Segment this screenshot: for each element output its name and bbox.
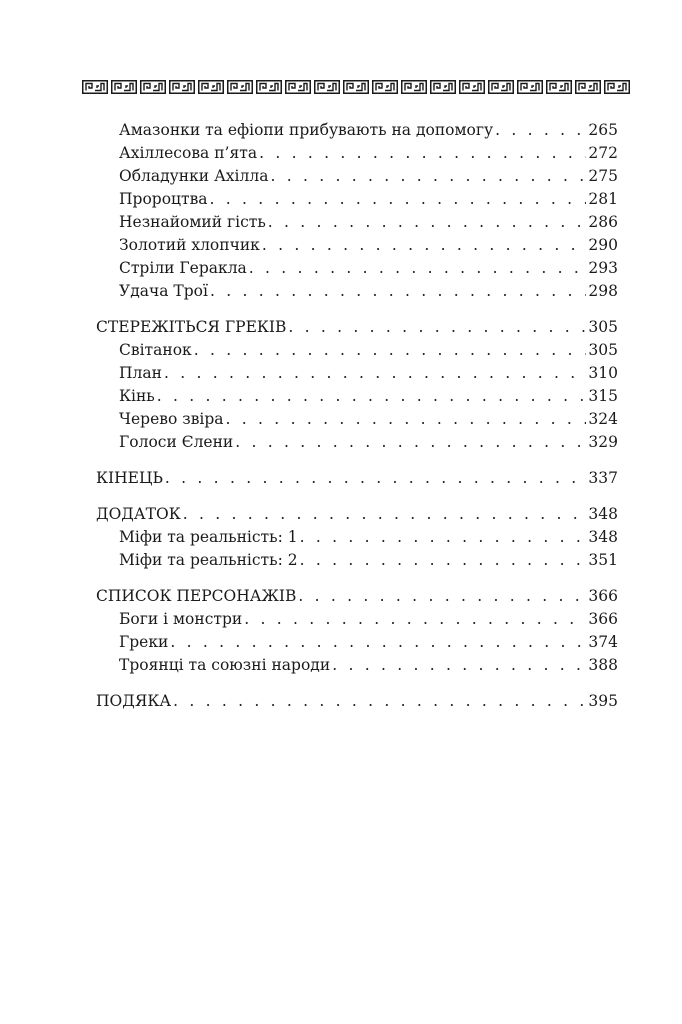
toc-entry-title: Удача Трої (119, 282, 208, 300)
toc-entry-page: 329 (588, 433, 618, 451)
toc-entry-title: План (119, 364, 162, 382)
toc-section-page: 305 (588, 318, 618, 336)
toc-entry-page: 298 (588, 282, 618, 300)
toc-entry[interactable] (96, 280, 618, 303)
toc-entry-page: 324 (588, 410, 618, 428)
dot-leader (165, 467, 586, 490)
toc-entry-title: Стріли Геракла (119, 259, 247, 277)
toc-section-characters[interactable] (96, 585, 618, 608)
toc-entry-title: Золотий хлопчик (119, 236, 260, 254)
toc-section-thanks[interactable] (96, 690, 618, 713)
toc-entry-page: 374 (588, 633, 618, 651)
toc-entry-title: Троянці та союзні народи (119, 656, 331, 674)
toc-entry[interactable] (96, 119, 618, 142)
dot-leader (173, 690, 586, 713)
toc-section-page: 395 (588, 692, 618, 710)
toc-section-title: ДОДАТОК (96, 505, 181, 523)
toc-entry-title: Міфи та реальність: 2 (119, 551, 298, 569)
toc-section-title: СТЕРЕЖІТЬСЯ ГРЕКІВ (96, 318, 287, 336)
toc-section-page: 337 (588, 469, 618, 487)
dot-leader (226, 408, 587, 431)
toc-entry-title: Кінь (119, 387, 155, 405)
toc-section-title: СПИСОК ПЕРСОНАЖІВ (96, 587, 297, 605)
dot-leader (270, 165, 586, 188)
greek-key-border-icon (82, 79, 630, 95)
toc-section-page: 348 (588, 505, 618, 523)
toc-entry-page: 315 (588, 387, 618, 405)
toc-entry-title: Голоси Єлени (119, 433, 234, 451)
toc-entry[interactable] (96, 142, 618, 165)
toc-entry[interactable] (96, 654, 618, 677)
toc-entry[interactable] (96, 165, 618, 188)
toc-entry-page: 388 (588, 656, 618, 674)
toc-entry-title: Світанок (119, 341, 192, 359)
toc-entry[interactable] (96, 234, 618, 257)
toc-section-title: КІНЕЦЬ (96, 469, 163, 487)
dot-leader (210, 188, 587, 211)
toc-entry[interactable] (96, 431, 618, 454)
dot-leader (164, 362, 586, 385)
table-of-contents (96, 119, 618, 713)
toc-entry[interactable] (96, 362, 618, 385)
dot-leader (300, 549, 587, 572)
toc-entry-page: 281 (588, 190, 618, 208)
toc-entry-page: 272 (588, 144, 618, 162)
toc-section-title: ПОДЯКА (96, 692, 172, 710)
toc-entry-title: Амазонки та ефіопи прибувають на допомогу (119, 121, 494, 139)
toc-entry[interactable] (96, 188, 618, 211)
toc-section-end[interactable] (96, 467, 618, 490)
dot-leader (268, 211, 587, 234)
dot-leader (298, 585, 586, 608)
toc-entry-page: 275 (588, 167, 618, 185)
dot-leader (300, 526, 587, 549)
dot-leader (183, 503, 587, 526)
toc-entry[interactable] (96, 385, 618, 408)
toc-entry-title: Міфи та реальність: 1 (119, 528, 298, 546)
dot-leader (194, 339, 587, 362)
dot-leader (170, 631, 586, 654)
toc-entry-page: 286 (588, 213, 618, 231)
dot-leader (259, 142, 586, 165)
toc-entry-title: Незнайомий гість (119, 213, 266, 231)
toc-entry-page: 366 (588, 610, 618, 628)
dot-leader (495, 119, 586, 142)
toc-entry-title: Боги і монстри (119, 610, 243, 628)
dot-leader (235, 431, 586, 454)
toc-entry[interactable] (96, 339, 618, 362)
dot-leader (262, 234, 587, 257)
toc-entry[interactable] (96, 608, 618, 631)
toc-entry-page: 305 (588, 341, 618, 359)
dot-leader (249, 257, 587, 280)
toc-entry-page: 348 (588, 528, 618, 546)
toc-section-page: 366 (588, 587, 618, 605)
toc-entry[interactable] (96, 631, 618, 654)
toc-entry-title: Греки (119, 633, 169, 651)
toc-entry-page: 310 (588, 364, 618, 382)
toc-entry[interactable] (96, 211, 618, 234)
toc-entry-title: Ахіллесова п’ята (119, 144, 258, 162)
dot-leader (157, 385, 587, 408)
toc-entry-title: Обладунки Ахілла (119, 167, 269, 185)
toc-entry-page: 293 (588, 259, 618, 277)
toc-entry[interactable] (96, 408, 618, 431)
toc-section-greeks[interactable] (96, 316, 618, 339)
toc-section-appendix[interactable] (96, 503, 618, 526)
dot-leader (332, 654, 586, 677)
toc-entry-page: 265 (588, 121, 618, 139)
toc-entry-page: 290 (588, 236, 618, 254)
toc-entry-page: 351 (588, 551, 618, 569)
toc-entry[interactable] (96, 526, 618, 549)
toc-entry-title: Пророцтва (119, 190, 208, 208)
dot-leader (244, 608, 586, 631)
toc-entry[interactable] (96, 257, 618, 280)
dot-leader (288, 316, 586, 339)
toc-entry[interactable] (96, 549, 618, 572)
dot-leader (210, 280, 586, 303)
toc-entry-title: Черево звіра (119, 410, 224, 428)
